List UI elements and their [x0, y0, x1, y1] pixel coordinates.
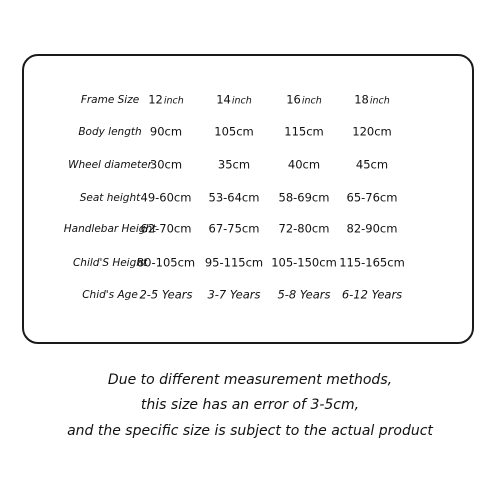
frame-size-unit: inch	[369, 95, 390, 107]
seat-height-value: 53-64cm	[208, 190, 260, 205]
handlebar-height-value: 67-75cm	[208, 221, 260, 236]
wheel-diameter-value: 45cm	[355, 157, 389, 172]
childs-height-value: 115-165cm	[339, 255, 405, 270]
row-label-childs-age: Chid's Age	[82, 288, 138, 301]
body-length-value: 120cm	[352, 124, 392, 139]
frame-size-value: 16	[286, 92, 301, 107]
row-label-handlebar-height: Handlebar Height	[63, 222, 157, 235]
row-label-wheel-diameter: Wheel diameter	[68, 158, 152, 171]
frame-size-14	[198, 94, 270, 106]
wheel-diameter-value: 35cm	[217, 157, 251, 172]
frame-size-unit: inch	[163, 95, 184, 107]
childs-height-value: 80-105cm	[136, 255, 196, 270]
wheel-diameter-value: 40cm	[287, 157, 321, 172]
childs-height-value: 95-115cm	[204, 255, 264, 270]
childs-age-value: 3-7 Years	[207, 287, 261, 302]
frame-size-value: 14	[216, 92, 231, 107]
childs-age-value: 2-5 Years	[139, 287, 193, 302]
note-line-2: this size has an error of 3-5cm,	[140, 397, 360, 413]
note-line-1: Due to different measurement methods,	[107, 372, 393, 388]
handlebar-height-value: 82-90cm	[346, 221, 398, 236]
frame-size-16	[268, 94, 340, 106]
seat-height-value: 65-76cm	[346, 190, 398, 205]
childs-age-value: 5-8 Years	[277, 287, 331, 302]
wheel-diameter-value: 30cm	[149, 157, 183, 172]
body-length-value: 115cm	[284, 124, 324, 139]
frame-size-18	[336, 94, 408, 106]
childs-age-value: 6-12 Years	[341, 287, 403, 302]
handlebar-height-value: 72-80cm	[278, 221, 330, 236]
frame-size-unit: inch	[231, 95, 252, 107]
size-chart-card	[22, 54, 474, 344]
body-length-value: 105cm	[214, 124, 254, 139]
seat-height-value: 49-60cm	[140, 190, 192, 205]
row-label-childs-height: Child'S Height	[72, 256, 148, 269]
body-length-value: 90cm	[149, 124, 183, 139]
frame-size-value: 12	[148, 92, 163, 107]
seat-height-value: 58-69cm	[278, 190, 330, 205]
row-label-frame-size: Frame Size	[80, 93, 140, 106]
frame-size-value: 18	[354, 92, 369, 107]
childs-height-value: 105-150cm	[271, 255, 337, 270]
handlebar-height-value: 62-70cm	[140, 221, 192, 236]
row-label-seat-height: Seat height	[79, 191, 141, 204]
note-line-3: and the specific size is subject to the actual product	[67, 423, 433, 439]
frame-size-unit: inch	[301, 95, 322, 107]
row-label-body-length: Body length	[78, 125, 142, 138]
frame-size-12	[130, 94, 202, 106]
